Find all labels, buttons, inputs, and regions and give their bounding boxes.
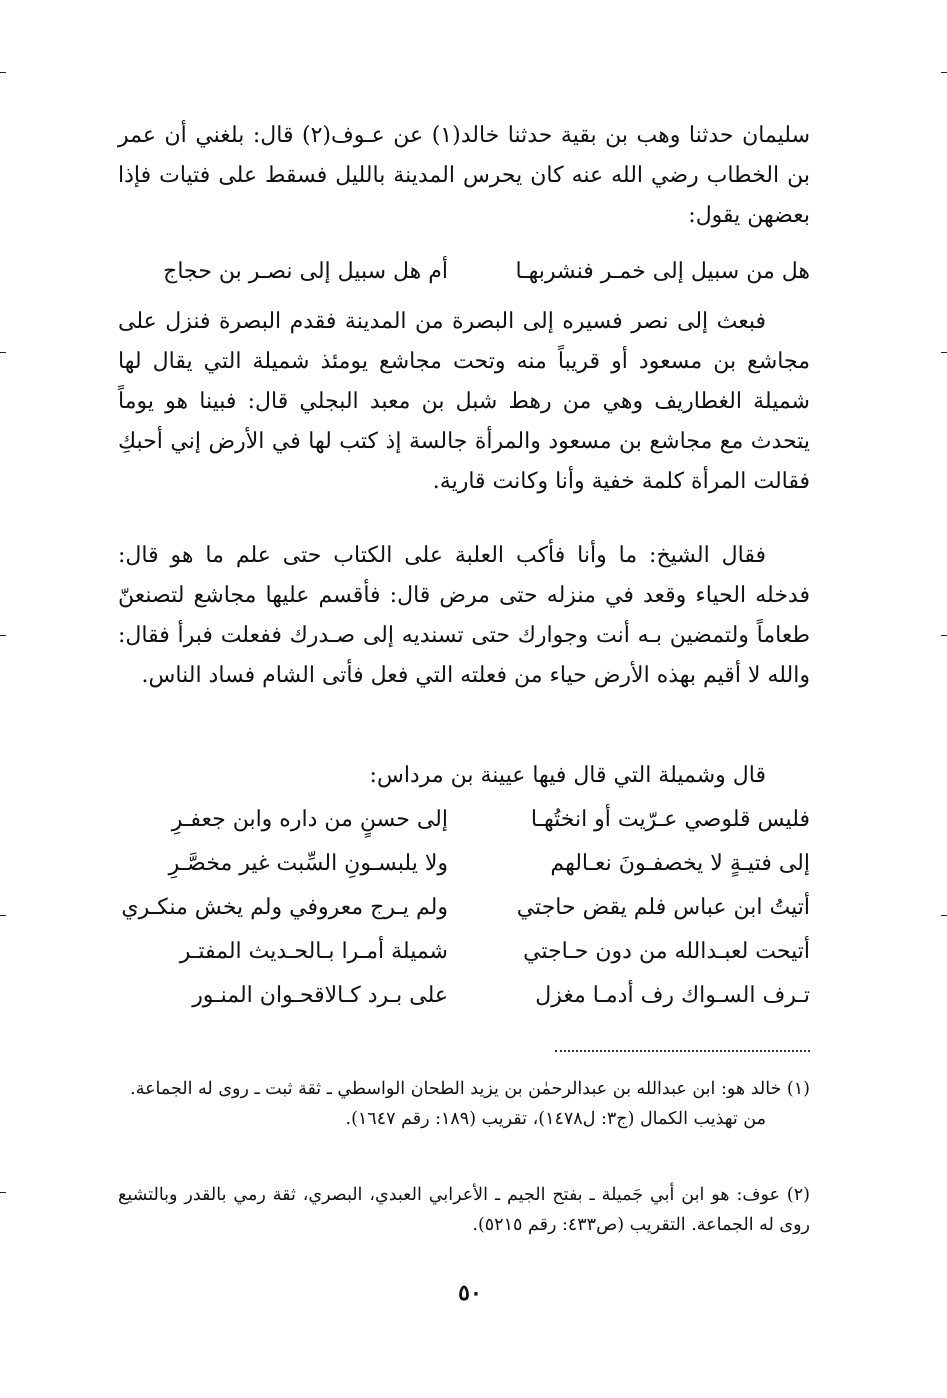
poem-second-hemistich: إلى حسنٍ من داره وابن جعفـرِ	[171, 807, 448, 832]
poem-second-hemistich: ولم يـرج معروفي ولم يخش منكـري	[121, 895, 448, 920]
poem-first-hemistich: إلى فتيـةٍ لا يخصفـونَ نعـالهم	[550, 851, 810, 876]
edge-mark	[0, 915, 6, 916]
poem-line	[118, 798, 810, 842]
edge-mark	[941, 635, 947, 636]
paragraph-text: قال وشميلة التي قال فيها عيينة بن مرداس:	[369, 763, 766, 788]
poem-second-hemistich: ولا يلبسـونِ السِّبت غير مخصَّـرِ	[168, 851, 448, 876]
paragraph-text: فقال الشيخ: ما وأنا فأكب العلبة على الكتاب حتى علم ما هو قال: فدخله الحياء وقعد في منزله حتى مرض قال: فأقسم عليها مجاشع لتصنعنّ طعاماً ولتمضين بـه أنت وجوارك حتى تسنديه إلى صـدرك ففعلت فبرأ فقال: والله لا أقيم بهذه الأرض حياء من فعلته التي فعل فأتى الشام فساد الناس.	[118, 543, 810, 688]
paragraph-4	[118, 756, 810, 796]
verse-first-hemistich: هل من سبيل إلى خمـر فنشربهـا	[515, 259, 810, 284]
poem-line	[118, 930, 810, 974]
poem-second-hemistich: على بـرد كـالاقحـوان المنـور	[192, 983, 448, 1008]
verse-second-hemistich: أم هل سبيل إلى نصـر بن حجاج	[163, 259, 448, 284]
footnote-2	[118, 1180, 810, 1240]
poem-first-hemistich: أتيتُ ابن عباس فلم يقض حاجتي	[516, 895, 810, 920]
paragraph-1	[118, 116, 810, 236]
edge-mark	[0, 72, 6, 73]
poem-line	[118, 886, 810, 930]
poem-second-hemistich: شميلة أمـرا بـالحـديث المفتـر	[179, 939, 448, 964]
footnote-1	[118, 1074, 810, 1134]
footnote-text: (١) خالد هو: ابن عبدالله بن عبدالرحمٰن بن يزيد الطحان الواسطي ـ ثقة ثبت ـ روى له الجماعة.	[130, 1079, 810, 1099]
edge-mark	[941, 352, 947, 353]
verse-line	[118, 252, 810, 292]
poem-line	[118, 842, 810, 886]
footnote-text: (٢) عوف: هو ابن أبي جَميلة ـ بفتح الجيم ـ الأعرابي العبدي، البصري، ثقة رمي بالقدر وبالتشيع روى له الجماعة. التقريب (ص٤٣٣: رقم ٥٢١٥).	[118, 1185, 810, 1235]
edge-mark	[0, 1192, 6, 1193]
footnote-separator	[555, 1050, 810, 1052]
paragraph-2	[118, 302, 810, 502]
edge-mark	[941, 72, 947, 73]
paragraph-3	[118, 536, 810, 696]
edge-mark	[0, 635, 6, 636]
paragraph-text: سليمان حدثنا وهب بن بقية حدثنا خالد(١) عن عـوف(٢) قال: بلغني أن عمر بن الخطاب رضي الله عنه كان يحرس المدينة بالليل فسقط على فتيات فإذا بعضهن يقول:	[118, 123, 810, 228]
poem-first-hemistich: أتيحت لعبـدالله من دون حـاجتي	[523, 939, 810, 964]
footnote-reference: من تهذيب الكمال (ج٣: ل١٤٧٨)، تقريب (١٨٩: رقم ١٦٤٧).	[345, 1109, 766, 1129]
edge-mark	[0, 352, 6, 353]
edge-mark	[941, 915, 947, 916]
page-number: ٥٠	[458, 1280, 482, 1306]
poem-first-hemistich: فليس قلوصي عـرّيت أو انختُهـا	[530, 807, 810, 832]
paragraph-text: فبعث إلى نصر فسيره إلى البصرة من المدينة فقدم البصرة فنزل على مجاشع بن مسعود أو قريباً منه وتحت مجاشع يومئذ شميلة التي يقال لها شميلة الغطاريف وهي من رهط شبل بن معبد البجلي قال: فبينا هو يوماً يتحدث مع مجاشع بن مسعود والمرأة جالسة إذ كتب لها في الأرض إني أحبكِ فقالت المرأة كلمة خفية وأنا وكانت قارية.	[118, 309, 810, 494]
poem-line	[118, 974, 810, 1018]
poem-first-hemistich: تـرف السـواك رف أدمـا مغزل	[535, 983, 810, 1008]
